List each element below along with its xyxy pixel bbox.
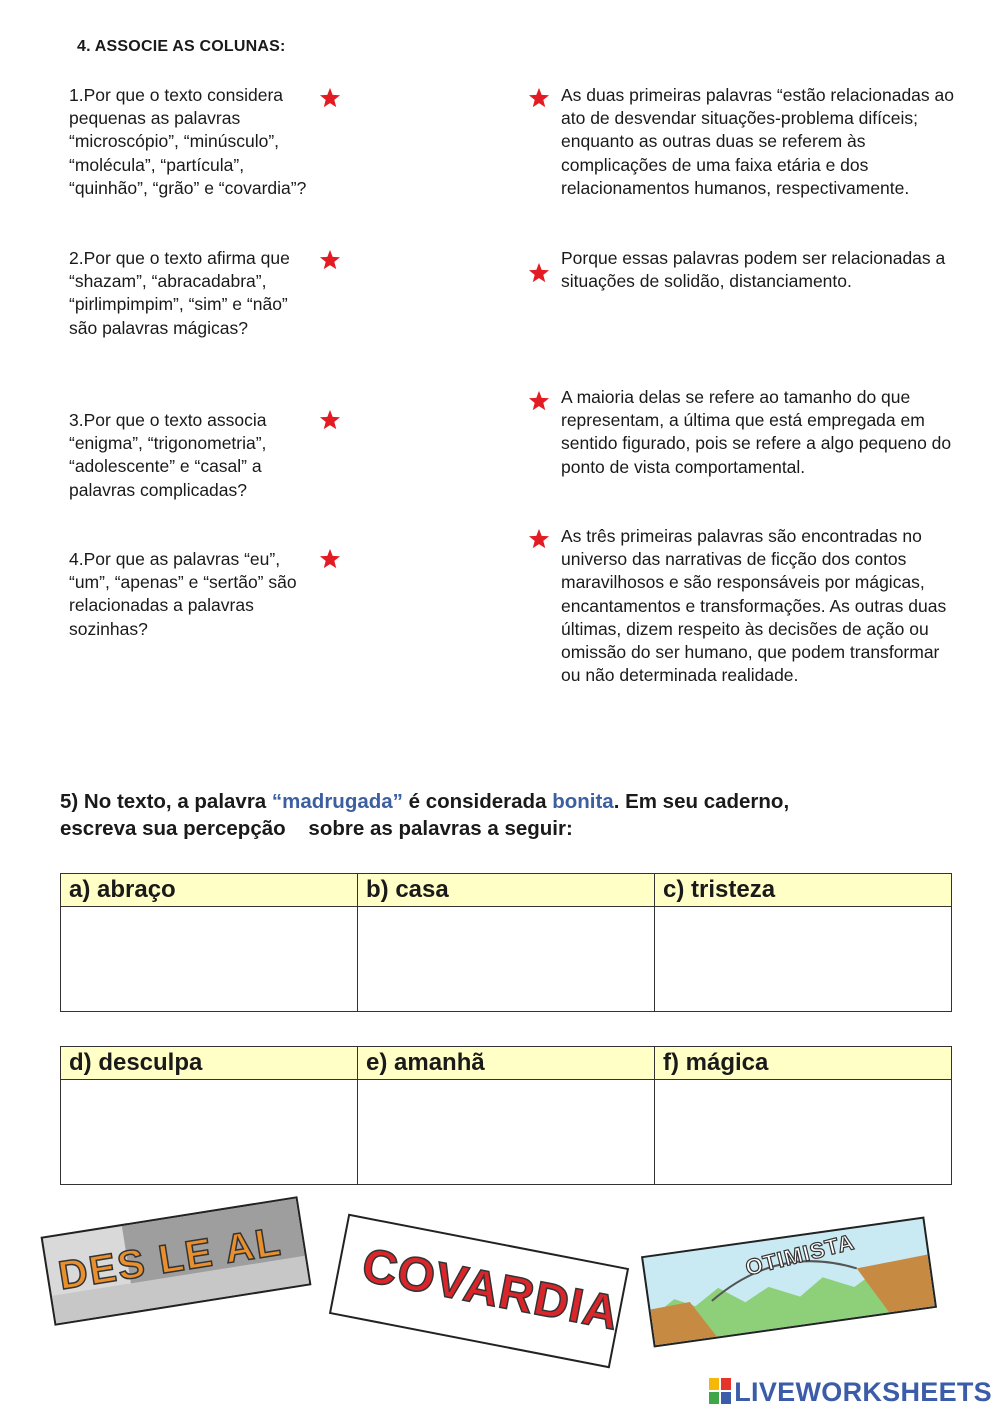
answer-cell-amanha[interactable] <box>358 1080 655 1185</box>
liveworksheets-logo-text: LIVEWORKSHEETS <box>734 1377 992 1407</box>
q5-middle: é considerada <box>402 790 553 813</box>
question-1: 1.Por que o texto considera pequenas as palavras “microscópio”, “minúsculo”, “molécula”, “partícula”, “quinhão”, “grão” e “covardia”? <box>69 85 307 198</box>
answer-cell-desculpa[interactable] <box>61 1080 358 1185</box>
answer-1: As duas primeiras palavras “estão relacionadas ao ato de desvendar situações-problema difíceis; enquanto as outras duas se referem às complicações de uma faixa etária e dos relacionamentos humanos, respectivamente. <box>561 85 954 198</box>
match-star-left-3[interactable] <box>319 409 341 431</box>
cartoon-covardia-letters: COVARDIA <box>357 1238 624 1341</box>
words-table-2 <box>60 1046 952 1185</box>
question-5 <box>60 788 960 842</box>
match-star-right-2[interactable] <box>528 262 550 284</box>
cartoon-desleal <box>41 1196 312 1326</box>
cartoon-covardia <box>329 1214 629 1369</box>
question-3: 3.Por que o texto associa “enigma”, “trigonometria”, “adolescente” e “casal” a palavras complicadas? <box>69 410 267 500</box>
question-2: 2.Por que o texto afirma que “shazam”, “abracadabra”, “pirlimpimpim”, “sim” e “não” são palavras mágicas? <box>69 248 290 338</box>
match-star-left-2[interactable] <box>319 249 341 271</box>
word-header-tristeza: c) tristeza <box>655 874 952 907</box>
match-star-left-4[interactable] <box>319 548 341 570</box>
word-header-magica: f) mágica <box>655 1047 952 1080</box>
q5-prefix: 5) No texto, a palavra <box>60 790 272 813</box>
q5-line2: escreva sua percepção sobre as palavras a seguir: <box>60 817 573 840</box>
answer-cell-abraco[interactable] <box>61 907 358 1012</box>
word-header-amanha: e) amanhã <box>358 1047 655 1080</box>
answer-cell-casa[interactable] <box>358 907 655 1012</box>
answer-3: A maioria delas se refere ao tamanho do que representam, a última que está empregada em sentido figurado, pois se refere a algo pequeno do ponto de vista comportamental. <box>561 387 952 477</box>
section-4-title: 4. ASSOCIE AS COLUNAS: <box>77 38 286 55</box>
q5-highlight-bonita: bonita <box>552 790 614 813</box>
word-header-abraco: a) abraço <box>61 874 358 907</box>
answer-4: As três primeiras palavras são encontradas no universo das narrativas de ficção dos contos maravilhosos e são responsáveis por mágicas, encantamentos e transformações. As outras duas últimas, dizem respeito às decisões de ação ou omissão do ser humano, que podem transformar ou não determinada realidade. <box>561 526 947 686</box>
answer-cell-magica[interactable] <box>655 1080 952 1185</box>
liveworksheets-logo[interactable] <box>709 1377 992 1408</box>
match-star-right-3[interactable] <box>528 390 550 412</box>
q5-highlight-madrugada: “madrugada” <box>271 790 403 813</box>
answer-2: Porque essas palavras podem ser relacionadas a situações de solidão, distanciamento. <box>561 248 946 292</box>
word-header-casa: b) casa <box>358 874 655 907</box>
match-star-left-1[interactable] <box>319 87 341 109</box>
cartoon-otimista-text: OTIMISTA <box>742 1229 858 1281</box>
cartoon-otimista <box>641 1217 937 1348</box>
words-table-1 <box>60 873 952 1012</box>
q5-suffix: . Em seu caderno, <box>613 790 790 813</box>
question-4: 4.Por que as palavras “eu”, “um”, “apenas” e “sertão” são relacionadas a palavras sozinhas? <box>69 549 297 639</box>
liveworksheets-mark-icon <box>709 1378 731 1404</box>
cartoon-covardia-text <box>358 1238 624 1342</box>
cartoon-desleal-text: DES LE AL <box>55 1219 286 1299</box>
answer-cell-tristeza[interactable] <box>655 907 952 1012</box>
match-star-right-4[interactable] <box>528 528 550 550</box>
word-header-desculpa: d) desculpa <box>61 1047 358 1080</box>
cartoon-otimista-landscape <box>643 1219 935 1345</box>
match-star-right-1[interactable] <box>528 87 550 109</box>
